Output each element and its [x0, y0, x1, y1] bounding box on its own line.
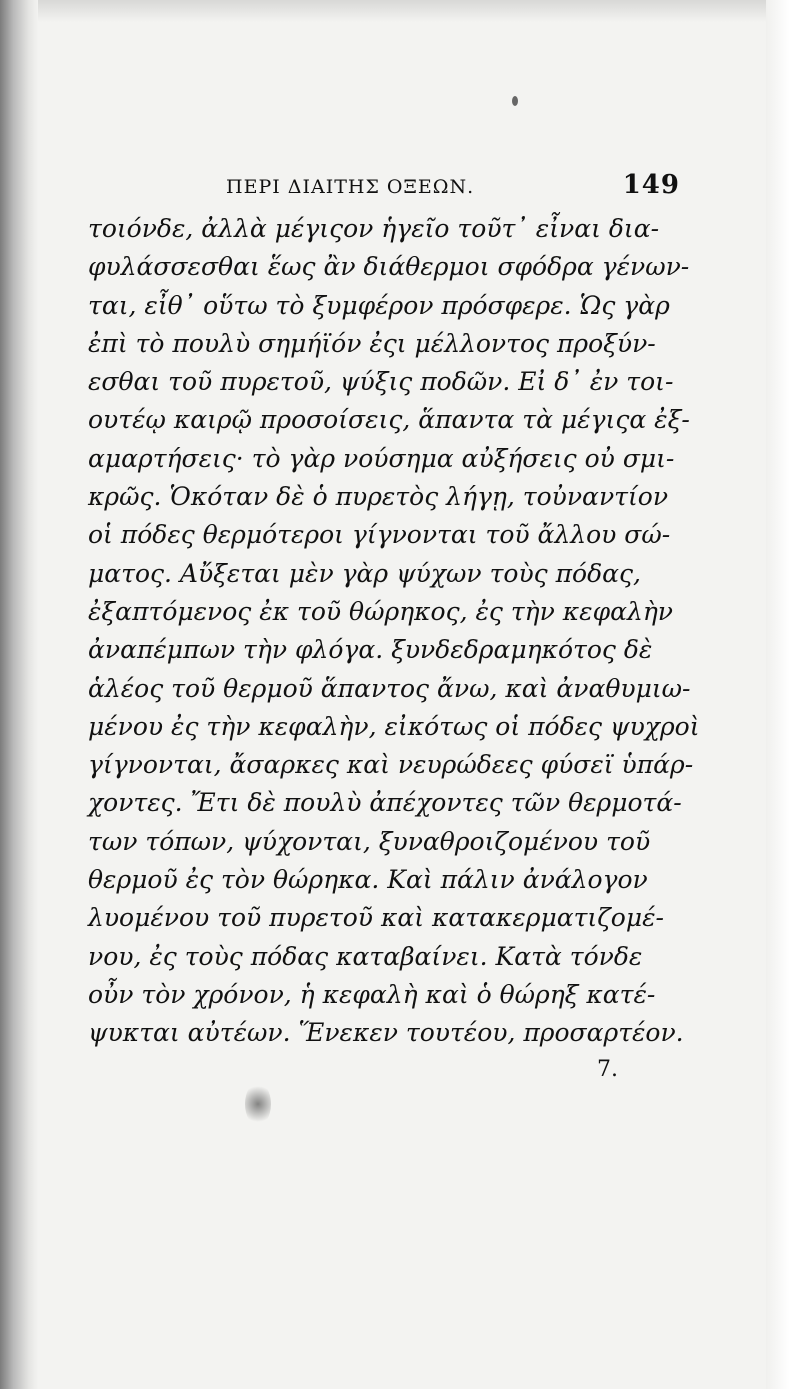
- page-number: 149: [622, 170, 680, 200]
- page-header: [88, 170, 680, 210]
- scan-right-margin: [766, 0, 800, 1389]
- scan-left-shadow: [0, 0, 38, 1389]
- text-line: χοντες. Ἔτι δὲ πουλὺ ἀπέχοντες τῶν θερμοτά-: [88, 788, 682, 818]
- body-text: [88, 210, 700, 1053]
- text-line: εσθαι τοῦ πυρετοῦ, ψύξις ποδῶν. Εἰ δ᾽ ἐν τοι-: [88, 367, 674, 397]
- ink-spot: [512, 96, 518, 106]
- text-line: οὖν τὸν χρόνον, ἡ κεφαλὴ καὶ ὁ θώρηξ κατέ-: [88, 979, 656, 1009]
- text-line: λυομένου τοῦ πυρετοῦ καὶ κατακερματιζομέ-: [88, 903, 664, 933]
- text-line: θερμοῦ ἐς τὸν θώρηκα. Καὶ πάλιν ἀνάλογον: [88, 865, 648, 895]
- text-line: αμαρτήσεις· τὸ γὰρ νούσημα αὐξήσεις οὐ σμι-: [88, 443, 675, 473]
- text-line: φυλάσσεσθαι ἕως ἂν διάθερμοι σφόδρα γένων-: [88, 252, 690, 282]
- text-line: ἀναπέμπων τὴν φλόγα. ξυνδεδραμηκότος δὲ: [88, 635, 653, 665]
- text-line: ματος. Αὔξεται μὲν γὰρ ψύχων τοὺς πόδας,: [88, 558, 641, 588]
- text-line: ἁλέος τοῦ θερμοῦ ἅπαντος ἄνω, καὶ ἀναθυμιω-: [88, 673, 691, 703]
- book-page: [88, 170, 700, 1082]
- text-line: νου, ἐς τοὺς πόδας καταβαίνει. Κατὰ τόνδε: [88, 941, 643, 971]
- text-line: γίγνονται, ἄσαρκες καὶ νευρώδεες φύσεϊ ὑπάρ-: [88, 750, 694, 780]
- thumb-smudge: [245, 1082, 271, 1126]
- text-line: οἱ πόδες θερμότεροι γίγνονται τοῦ ἄλλου σώ-: [88, 520, 671, 550]
- running-title: ΠΕΡΙ ΔΙΑΙΤΗΣ ΟΞΕΩΝ.: [226, 176, 475, 198]
- text-line: ἐξαπτόμενος ἐκ τοῦ θώρηκος, ἐς τὴν κεφαλὴν: [88, 596, 674, 626]
- text-line: των τόπων, ψύχονται, ξυναθροιζομένου τοῦ: [88, 826, 651, 856]
- text-line: κρῶς. Ὁκόταν δὲ ὁ πυρετὸς λήγῃ, τοὐναντίον: [88, 482, 669, 512]
- text-line: ψυκται αὐτέων. Ἕνεκεν τουτέου, προσαρτέον.: [88, 1018, 684, 1048]
- catchword: 7.: [597, 1056, 618, 1082]
- text-line: τοιόνδε, ἀλλὰ μέγιςον ἡγεῖο τοῦτ᾽ εἶναι δια-: [88, 214, 660, 243]
- scan-top-shadow: [0, 0, 800, 22]
- text-line: ἐπὶ τὸ πουλὺ σημήϊόν ἐςι μέλλοντος προξύν-: [88, 328, 656, 358]
- text-line: μένου ἐς τὴν κεφαλὴν, εἰκότως οἱ πόδες ψυχροὶ: [88, 711, 700, 741]
- text-line: ουτέῳ καιρῷ προσοίσεις, ἅπαντα τὰ μέγιςα ἐξ-: [88, 405, 690, 435]
- text-line: ται, εἶθ᾽ οὕτω τὸ ξυμφέρον πρόσφερε. Ὡς γὰρ: [88, 290, 670, 320]
